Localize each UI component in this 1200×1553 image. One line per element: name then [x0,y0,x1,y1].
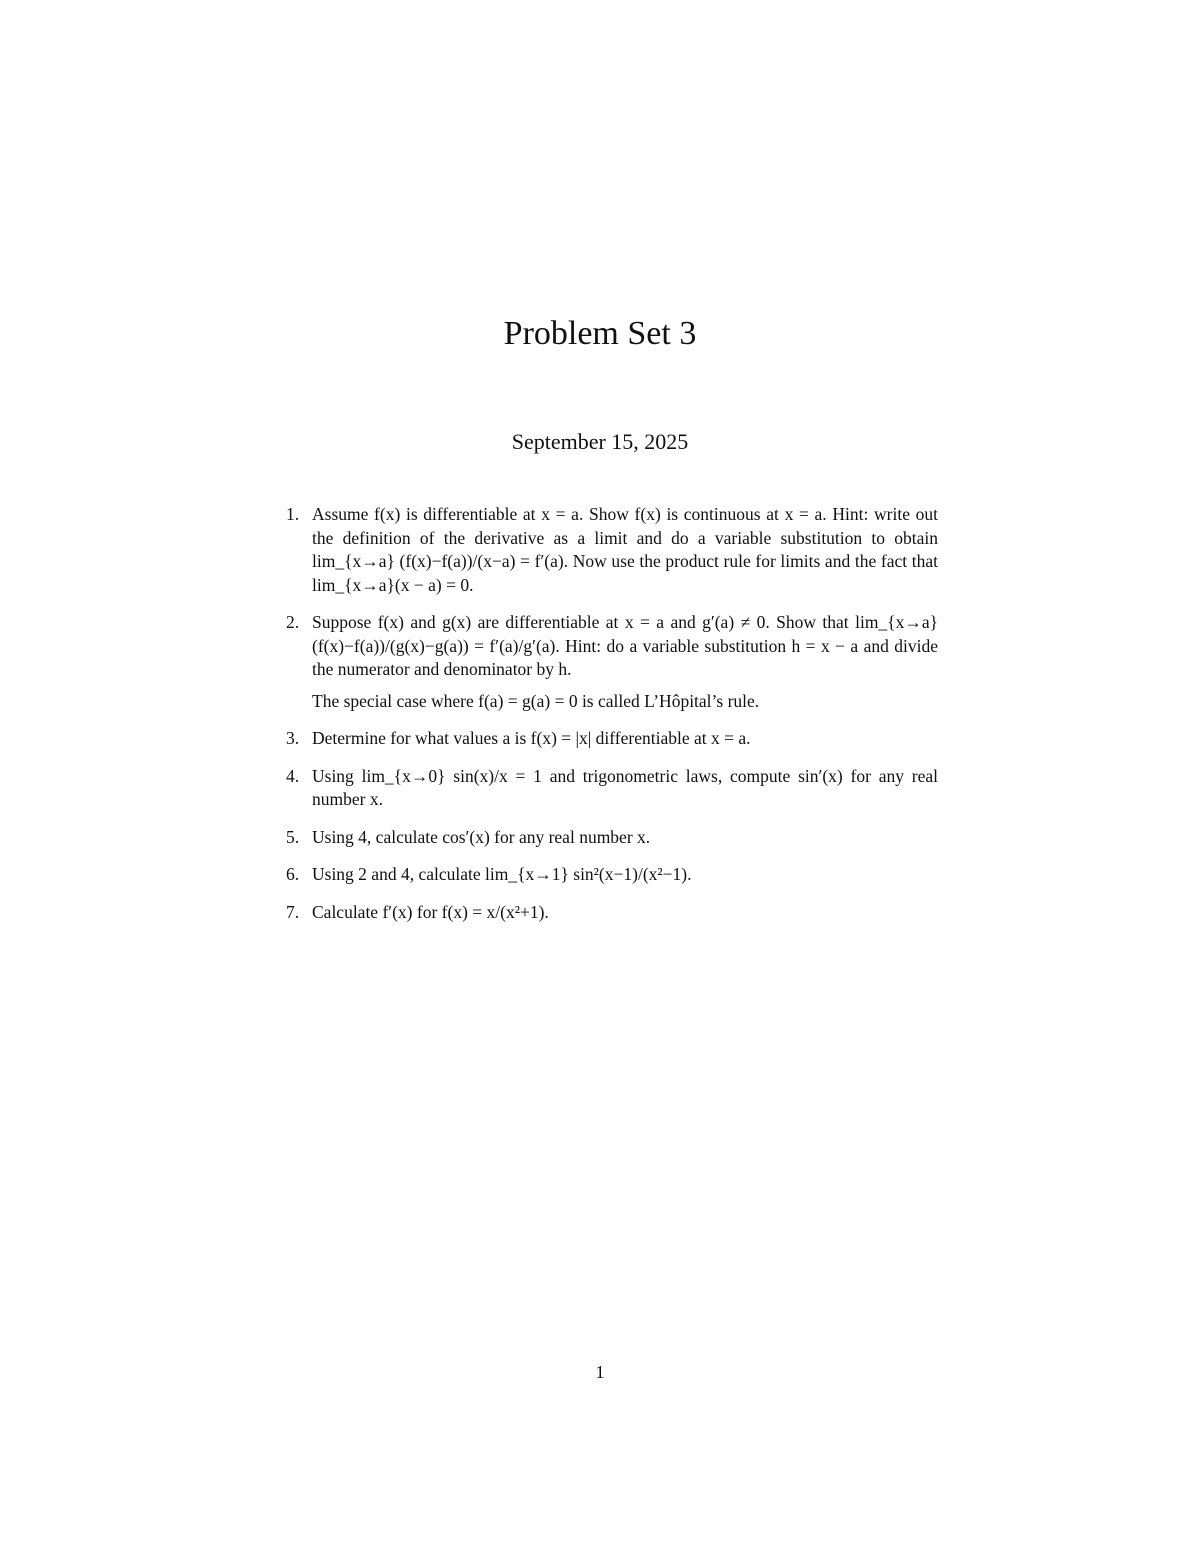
problem-text: Using lim_{x→0} sin(x)/x = 1 and trigonometric laws, compute sin′(x) for any real number x. [312,765,938,809]
problem-item-1 [286,503,938,597]
problem-item-7 [286,901,938,925]
problem-number: 5. [286,826,300,847]
problem-text: Suppose f(x) and g(x) are differentiable at x = a and g′(a) ≠ 0. Show that lim_{x→a} (f(x)−f(a))/(g(x)−g(a)) = f′(a)/g′(a). Hint: do a variable substitution h = x − a and divide the numerator and denominator by h. [312,612,938,679]
problem-text: Using 2 and 4, calculate lim_{x→1} sin²(x−1)/(x²−1). [312,864,692,884]
problem-number: 7. [286,901,300,922]
document-date: September 15, 2025 [511,429,689,454]
problem-number: 1. [286,504,300,524]
problem-number: 2. [286,612,300,632]
problem-number: 3. [286,728,300,748]
problem-text: Assume f(x) is differentiable at x = a. Show f(x) is continuous at x = a. Hint: write out the definition of the derivative as a limit and do a variable substitution to obtain lim_{x→a} (f(x)−f(a))/(x−a) = f′(a). Now use the product rule for limits and the fact that lim_{x→a}(x − a) = 0. [312,504,938,595]
problem-note: The special case where f(a) = g(a) = 0 is called L’Hôpital’s rule. [312,690,760,711]
problem-number: 4. [286,765,300,786]
problem-text: Determine for what values a is f(x) = |x| differentiable at x = a. [312,728,751,748]
problem-list [286,503,938,938]
problem-item-6 [286,863,938,887]
problem-text: Using 4, calculate cos′(x) for any real number x. [312,826,651,847]
problem-item-4 [286,765,938,812]
problem-item-3 [286,727,938,751]
problem-number: 6. [286,864,300,884]
problem-item-2 [286,611,938,713]
problem-text: Calculate f′(x) for f(x) = x/(x²+1). [312,901,549,922]
problem-item-5 [286,826,938,850]
page-number: 1 [595,1362,605,1382]
document-title: Problem Set 3 [503,315,697,352]
